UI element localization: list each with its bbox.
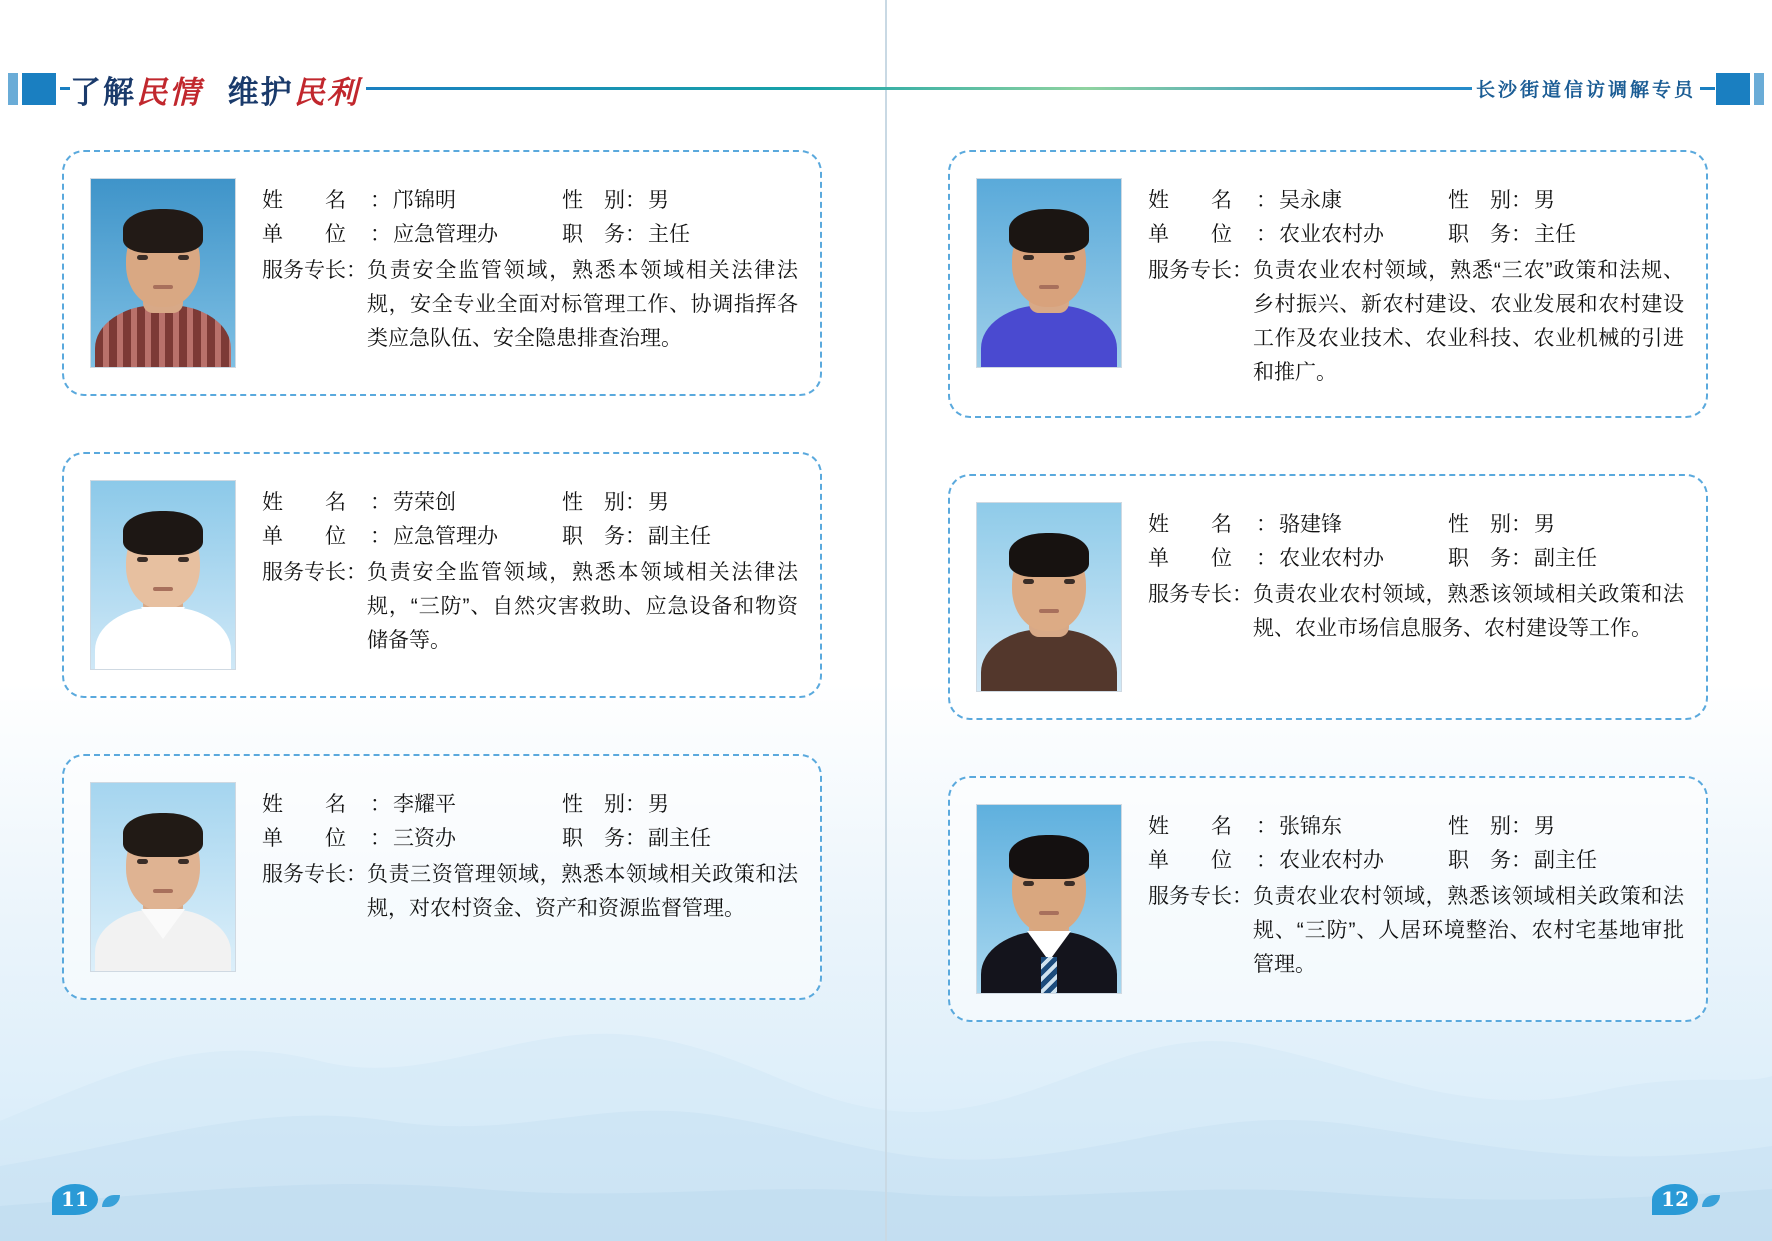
label-duty: 职 务 xyxy=(562,525,625,548)
slogan-part-2: 维护 xyxy=(227,75,294,111)
leaf-icon xyxy=(102,1195,120,1207)
colon: ： xyxy=(1256,223,1277,246)
row-specialty xyxy=(1148,254,1684,390)
profile-info xyxy=(1122,178,1684,390)
profile-info xyxy=(236,782,798,926)
label-specialty xyxy=(1148,254,1253,390)
value-specialty: 负责农业农村领域，熟悉“三农”政策和法规、乡村振兴、新农村建设、农业发展和农村建设工作及农业技术、农业科技、农业机械的引进和推广。 xyxy=(1253,259,1684,384)
value-gender: 男 xyxy=(1534,513,1555,536)
slogan-highlight-1: 民情 xyxy=(136,75,202,111)
colon: ： xyxy=(1256,189,1277,212)
value-unit: 农业农村办 xyxy=(1279,547,1384,570)
label-duty: 职 务 xyxy=(1448,547,1511,570)
profile-info xyxy=(236,178,798,356)
row-name-gender xyxy=(1148,508,1684,542)
colon: ： xyxy=(1511,189,1532,212)
colon: ： xyxy=(625,793,646,816)
header-bar-left xyxy=(22,73,56,105)
label-name: 姓 名 xyxy=(1148,189,1232,212)
row-specialty xyxy=(262,858,798,926)
value-duty: 主任 xyxy=(1534,223,1576,246)
colon: ： xyxy=(370,491,391,514)
page-spine xyxy=(885,0,887,1241)
label-name: 姓 名 xyxy=(262,793,346,816)
row-unit-duty xyxy=(262,218,798,252)
colon: ： xyxy=(370,827,391,850)
row-unit-duty xyxy=(1148,844,1684,878)
profile-card xyxy=(62,150,822,396)
colon: ： xyxy=(370,189,391,212)
label-specialty-text: 服务专长 xyxy=(262,561,346,584)
row-name-gender xyxy=(1148,810,1684,844)
colon: ： xyxy=(1256,849,1277,872)
label-specialty xyxy=(262,556,367,658)
colon: ： xyxy=(346,561,367,584)
value-name: 邝锦明 xyxy=(393,189,456,212)
label-duty: 职 务 xyxy=(1448,849,1511,872)
row-specialty xyxy=(262,556,798,658)
value-unit: 应急管理办 xyxy=(393,223,498,246)
label-specialty-text: 服务专长 xyxy=(262,863,346,886)
label-gender: 性 别 xyxy=(1448,189,1511,212)
header-accent-right xyxy=(1754,73,1764,105)
row-specialty xyxy=(262,254,798,356)
colon: ： xyxy=(370,223,391,246)
value-gender: 男 xyxy=(1534,815,1555,838)
label-gender: 性 别 xyxy=(562,793,625,816)
colon: ： xyxy=(1232,259,1253,282)
value-name: 劳荣创 xyxy=(393,491,456,514)
right-page-column xyxy=(948,150,1708,1078)
row-unit-duty xyxy=(1148,542,1684,576)
colon: ： xyxy=(625,189,646,212)
label-unit: 单 位 xyxy=(1148,849,1232,872)
row-specialty xyxy=(1148,578,1684,646)
row-unit-duty xyxy=(262,520,798,554)
value-gender: 男 xyxy=(648,491,669,514)
value-unit: 应急管理办 xyxy=(393,525,498,548)
label-gender: 性 别 xyxy=(1448,815,1511,838)
label-specialty-text: 服务专长 xyxy=(1148,259,1232,282)
value-unit: 农业农村办 xyxy=(1279,849,1384,872)
colon: ： xyxy=(625,827,646,850)
colon: ： xyxy=(346,259,367,282)
label-duty: 职 务 xyxy=(562,827,625,850)
colon: ： xyxy=(1232,583,1253,606)
colon: ： xyxy=(1256,513,1277,536)
slogan-part-1: 了解 xyxy=(70,75,136,111)
colon: ： xyxy=(1511,223,1532,246)
row-name-gender xyxy=(262,486,798,520)
value-specialty: 负责农业农村领域，熟悉该领域相关政策和法规、“三防”、人居环境整治、农村宅基地审批管理。 xyxy=(1253,885,1684,976)
value-gender: 男 xyxy=(648,793,669,816)
colon: ： xyxy=(370,525,391,548)
profile-card xyxy=(948,150,1708,418)
value-duty: 副主任 xyxy=(1534,547,1597,570)
colon: ： xyxy=(625,491,646,514)
value-specialty: 负责三资管理领域，熟悉本领域相关政策和法规，对农村资金、资产和资源监督管理。 xyxy=(367,863,798,920)
value-name: 李耀平 xyxy=(393,793,456,816)
portrait-photo xyxy=(90,178,236,368)
portrait-photo xyxy=(976,502,1122,692)
label-specialty xyxy=(262,858,367,926)
profile-card xyxy=(948,474,1708,720)
header-slogan xyxy=(70,67,366,116)
profile-card xyxy=(62,754,822,1000)
label-unit: 单 位 xyxy=(262,223,346,246)
label-specialty-text: 服务专长 xyxy=(262,259,346,282)
row-unit-duty xyxy=(262,822,798,856)
label-duty: 职 务 xyxy=(1448,223,1511,246)
value-duty: 主任 xyxy=(648,223,690,246)
colon: ： xyxy=(1511,849,1532,872)
row-name-gender xyxy=(262,788,798,822)
colon: ： xyxy=(370,793,391,816)
value-specialty: 负责安全监管领域，熟悉本领域相关法律法规，“三防”、自然灾害救助、应急设备和物资储备等。 xyxy=(367,561,798,652)
colon: ： xyxy=(1511,513,1532,536)
value-gender: 男 xyxy=(648,189,669,212)
label-specialty xyxy=(1148,880,1253,982)
colon: ： xyxy=(1232,885,1253,908)
value-specialty: 负责农业农村领域，熟悉该领域相关政策和法规、农业市场信息服务、农村建设等工作。 xyxy=(1253,583,1684,640)
label-specialty-text: 服务专长 xyxy=(1148,583,1232,606)
colon: ： xyxy=(346,863,367,886)
left-page-column xyxy=(62,150,822,1056)
profile-info xyxy=(1122,804,1684,982)
value-name: 张锦东 xyxy=(1279,815,1342,838)
row-unit-duty xyxy=(1148,218,1684,252)
label-specialty-text: 服务专长 xyxy=(1148,885,1232,908)
colon: ： xyxy=(625,223,646,246)
value-duty: 副主任 xyxy=(1534,849,1597,872)
label-unit: 单 位 xyxy=(262,525,346,548)
row-name-gender xyxy=(262,184,798,218)
portrait-photo xyxy=(90,782,236,972)
colon: ： xyxy=(1511,547,1532,570)
value-name: 吴永康 xyxy=(1279,189,1342,212)
label-gender: 性 别 xyxy=(562,189,625,212)
value-name: 骆建锋 xyxy=(1279,513,1342,536)
row-specialty xyxy=(1148,880,1684,982)
portrait-photo xyxy=(90,480,236,670)
label-name: 姓 名 xyxy=(1148,513,1232,536)
label-unit: 单 位 xyxy=(1148,547,1232,570)
header-title: 长沙街道信访调解专员 xyxy=(1472,75,1700,102)
page-number-left xyxy=(52,1184,120,1215)
label-gender: 性 别 xyxy=(1448,513,1511,536)
colon: ： xyxy=(625,525,646,548)
portrait-photo xyxy=(976,804,1122,994)
value-gender: 男 xyxy=(1534,189,1555,212)
row-name-gender xyxy=(1148,184,1684,218)
page-number-right xyxy=(1652,1184,1720,1215)
slogan-highlight-2: 民利 xyxy=(293,75,360,111)
profile-info xyxy=(1122,502,1684,646)
page-number-right-value: 12 xyxy=(1652,1184,1698,1215)
label-specialty xyxy=(1148,578,1253,646)
label-specialty xyxy=(262,254,367,356)
page-number-left-value: 11 xyxy=(52,1184,98,1215)
portrait-photo xyxy=(976,178,1122,368)
value-duty: 副主任 xyxy=(648,827,711,850)
label-name: 姓 名 xyxy=(262,189,346,212)
label-gender: 性 别 xyxy=(562,491,625,514)
label-name: 姓 名 xyxy=(262,491,346,514)
colon: ： xyxy=(1256,547,1277,570)
colon: ： xyxy=(1256,815,1277,838)
label-unit: 单 位 xyxy=(262,827,346,850)
profile-card xyxy=(62,452,822,698)
header-bar-right xyxy=(1716,73,1750,105)
header-accent-left xyxy=(8,73,18,105)
value-unit: 农业农村办 xyxy=(1279,223,1384,246)
label-name: 姓 名 xyxy=(1148,815,1232,838)
value-specialty: 负责安全监管领域，熟悉本领域相关法律法规，安全专业全面对标管理工作、协调指挥各类应急队伍、安全隐患排查治理。 xyxy=(367,259,798,350)
colon: ： xyxy=(1511,815,1532,838)
value-duty: 副主任 xyxy=(648,525,711,548)
label-duty: 职 务 xyxy=(562,223,625,246)
profile-card xyxy=(948,776,1708,1022)
label-unit: 单 位 xyxy=(1148,223,1232,246)
value-unit: 三资办 xyxy=(393,827,456,850)
profile-info xyxy=(236,480,798,658)
leaf-icon xyxy=(1702,1195,1720,1207)
page-header xyxy=(0,55,1772,115)
